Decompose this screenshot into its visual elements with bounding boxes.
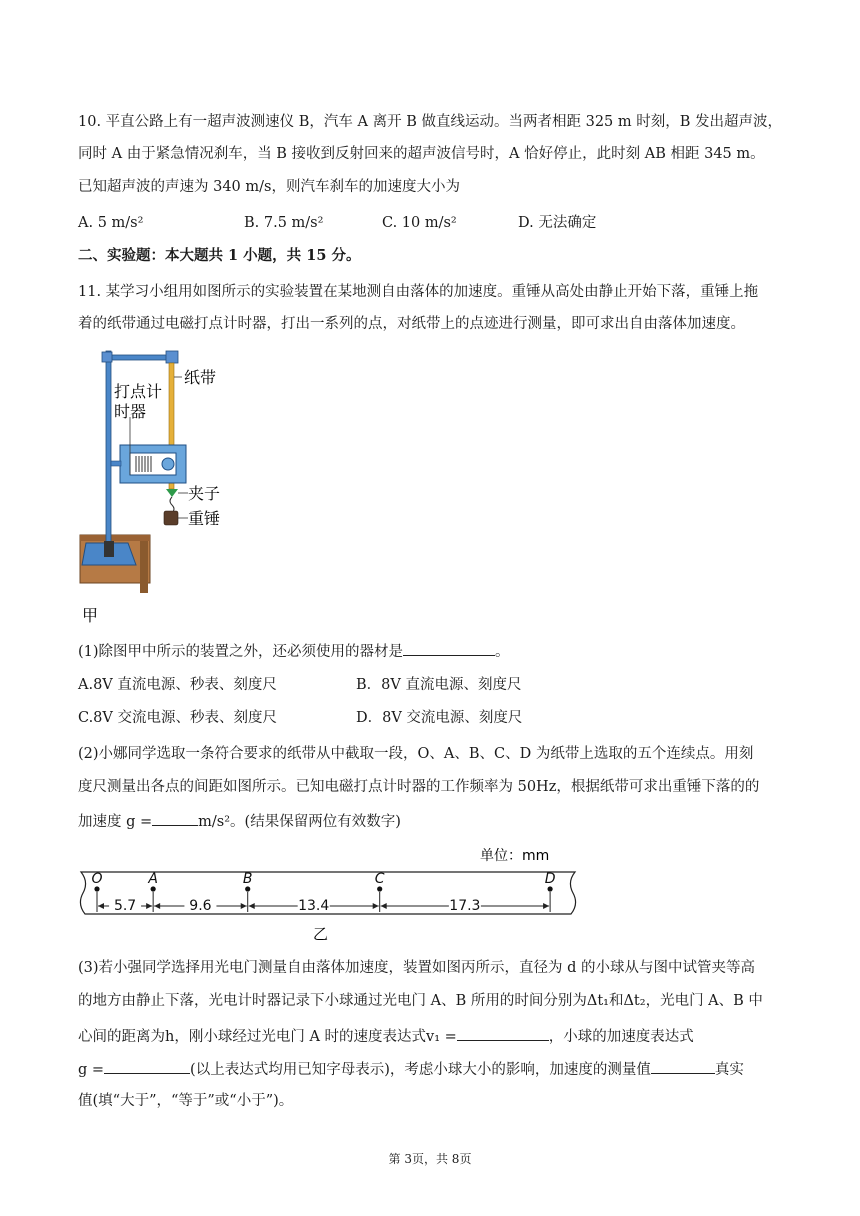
label-paper-tape: 纸带 [184,368,217,387]
q10-line-1: 10. 平直公路上有一超声波测速仪 B，汽车 A 离开 B 做直线运动。当两者相距 325 m 时刻，B 发出超声波， [78,114,783,130]
apparatus-figure [78,345,258,630]
tape-point-label-A: A [148,871,158,887]
q11-p3-velocity-suffix: ，小球的加速度表达式 [548,1029,694,1045]
q11-p3-line-3 [78,1025,694,1047]
page-footer: 第 3页，共 8页 [388,1152,472,1166]
q10-option-c: C. 10 m/s² [382,215,457,231]
tape-point-label-B: B [242,871,253,887]
q11-p1-option-c: C.8V 交流电源、秒表、刻度尺 [78,710,277,726]
q11-p3-accel-middle: (以上表达式均用已知字母表示)，考虑小球大小的影响，加速度的测量值 [190,1062,651,1078]
tape-unit-label: 单位：mm [480,848,550,864]
answer-blank-2[interactable] [152,810,198,826]
q11-p3-accel-prefix: g = [78,1062,105,1078]
section-heading: 二、实验题：本大题共 1 小题，共 15 分。 [78,247,361,264]
answer-blank-3[interactable] [457,1025,549,1041]
label-timer-line-2: 时器 [114,402,147,421]
q11-p2-line-2: 度尺测量出各点的间距如图所示。已知电磁打点计时器的工作频率为 50Hz，根据纸带可求出重锤下落的的 [78,779,760,795]
q11-p1-option-a: A.8V 直流电源、秒表、刻度尺 [78,677,277,693]
answer-blank-1[interactable] [403,640,495,656]
q10-line-3: 已知超声波的声速为 340 m/s，则汽车刹车的加速度大小为 [78,179,460,195]
tape-interval-value: 9.6 [189,898,212,914]
q11-p1-option-b: B．8V 直流电源、刻度尺 [356,677,522,693]
q10-line-2: 同时 A 由于紧急情况刹车，当 B 接收到反射回来的超声波信号时，A 恰好停止，此时刻 AB 相距 345 m。 [78,146,765,162]
figure-caption-jia: 甲 [82,606,99,625]
q11-p2-suffix: m/s²。(结果保留两位有效数字) [198,814,401,830]
q10-option-d: D. 无法确定 [518,215,597,231]
q11-p3-accel-end: 真实 [714,1062,744,1078]
tape-interval-value: 5.7 [113,898,137,914]
tape-interval-value: 13.4 [298,898,330,914]
tape-point-D [548,886,553,891]
label-timer-line-1: 打点计 [114,382,163,401]
q11-line-2: 着的纸带通过电磁打点计时器，打出一系列的点，对纸带上的点迹进行测量，即可求出自由落体加速度。 [78,316,745,332]
tape-point-A [151,886,156,891]
label-weight: 重锤 [188,509,221,528]
q11-p3-line-4 [78,1058,744,1080]
q11-p3-line-2: 的地方由静止下落，光电计时器记录下小球通过光电门 A、B 所用的时间分别为Δt₁和Δt₂，光电门 A、B 中 [78,993,763,1009]
tape-point-label-D: D [544,871,556,887]
q11-p3-velocity-prefix: 心间的距离为h，刚小球经过光电门 A 时的速度表达式v₁ = [78,1029,457,1045]
q11-p2-line-3 [78,810,401,832]
answer-blank-4[interactable] [104,1058,190,1074]
q11-p3-line-5: 值(填“大于”，“等于”或“小于”)。 [78,1093,294,1109]
tape-point-O [94,886,99,891]
tape-point-B [245,886,250,891]
paper-tape-figure [75,842,585,942]
q11-p1-line [78,640,510,662]
q11-p1-text: (1)除图甲中所示的装置之外，还必须使用的器材是 [78,644,404,660]
q11-p1-option-d: D．8V 交流电源、刻度尺 [356,710,523,726]
tape-point-C [377,886,382,891]
q10-option-b: B. 7.5 m/s² [244,215,324,231]
q11-line-1: 11. 某学习小组用如图所示的实验装置在某地测自由落体的加速度。重锤从高处由静止开始下落，重锤上拖 [78,284,759,300]
tape-point-label-O: O [91,871,103,887]
q11-p2-line-1: (2)小娜同学选取一条符合要求的纸带从中截取一段，O、A、B、C、D 为纸带上选取的五个连续点。用刻 [78,746,754,762]
q10-option-a: A. 5 m/s² [78,215,144,231]
tape-interval-value: 17.3 [449,898,481,914]
tape-point-label-C: C [374,871,385,887]
answer-blank-5[interactable] [651,1058,715,1074]
label-clip: 夹子 [188,484,221,503]
q11-p3-line-1: (3)若小强同学选择用光电门测量自由落体加速度，装置如图丙所示，直径为 d 的小球从与图中试管夹等高 [78,960,756,976]
q11-p2-prefix: 加速度 g = [78,814,153,830]
figure-caption-yi: 乙 [313,925,329,942]
q11-p1-end: 。 [495,644,510,660]
